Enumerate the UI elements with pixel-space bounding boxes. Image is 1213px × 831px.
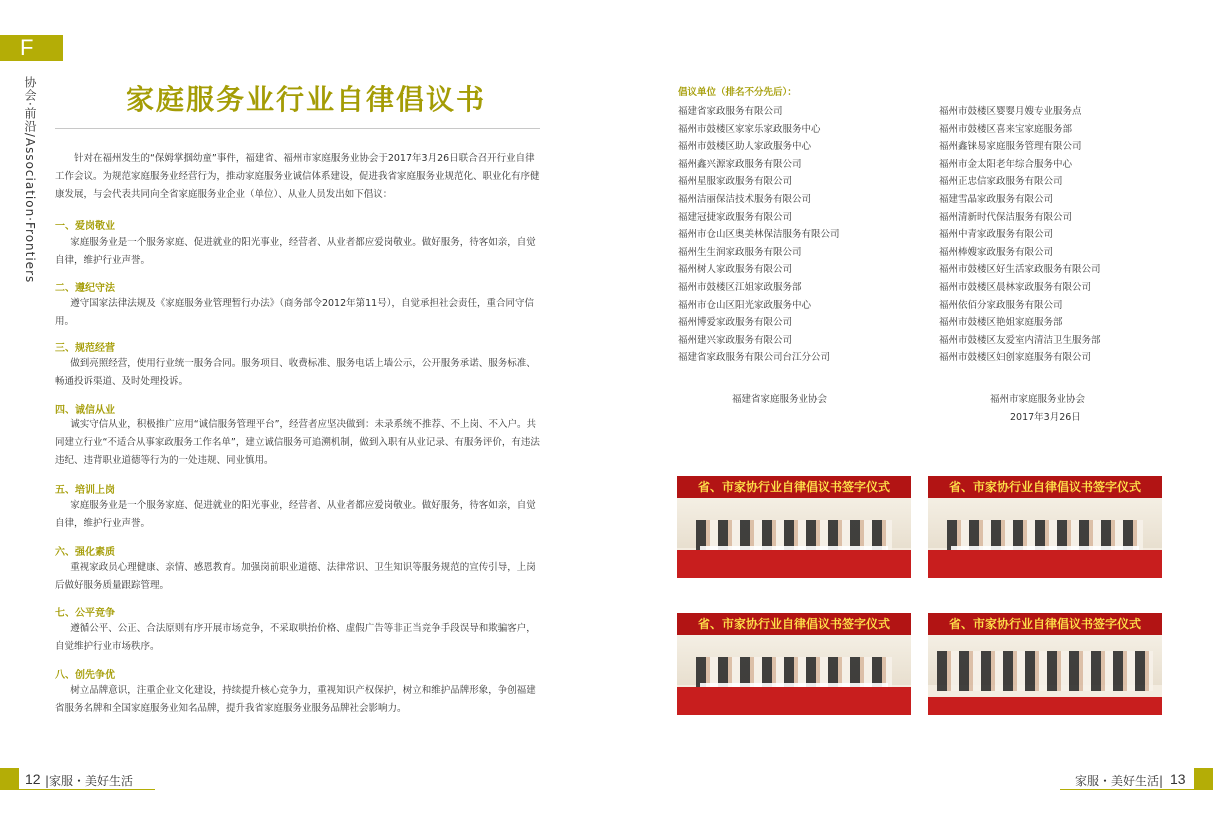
ceremony-banner: 省、市家协行业自律倡议书签字仪式 — [677, 613, 911, 635]
section-body: 遵循公平、公正、合法原则有序开展市场竞争，不采取哄抬价格、虚假广告等非正当竞争手段误导和欺骗客户，自觉维护行业市场秩序。 — [55, 623, 536, 652]
provincial-association-signature: 福建省家庭服务业协会 — [732, 394, 828, 405]
section-body: 遵守国家法律法规及《家庭服务业管理暂行办法》（商务部令2012年第11号），自觉承担社会责任，重合同守信用。 — [55, 298, 534, 327]
section-heading: 三、规范经营 — [55, 343, 115, 354]
ceremony-banner: 省、市家协行业自律倡议书签字仪式 — [928, 476, 1162, 498]
red-table — [677, 687, 911, 715]
signatory-item: 福州中青家政服务有限公司 — [939, 229, 1054, 241]
signatories-right-list — [939, 103, 1101, 367]
signatory-item: 福州市仓山区阳光家政服务中心 — [678, 299, 812, 311]
signatories-heading: 倡议单位（排名不分先后）： — [678, 87, 797, 98]
signatory-item: 福建冠捷家政服务有限公司 — [678, 211, 793, 223]
signatory-item: 福州星服家政服务有限公司 — [678, 176, 793, 188]
footer-rule-left — [0, 789, 155, 790]
signatory-item: 福州市鼓楼区好生活家政服务有限公司 — [939, 264, 1101, 276]
signatory-item: 福州棒嫂家政服务有限公司 — [939, 246, 1054, 258]
section-tab — [0, 35, 63, 61]
section-body: 做到亮照经营，使用行业统一服务合同。服务项目、收费标准、服务电话上墙公示，公开服务承诺、服务标准、畅通投诉渠道、及时处理投诉。 — [55, 358, 536, 387]
signatory-item: 福州市金太阳老年综合服务中心 — [939, 158, 1073, 170]
signing-ceremony-photo — [677, 476, 911, 578]
signing-ceremony-photo — [928, 476, 1162, 578]
section-heading: 一、爱岗敬业 — [55, 221, 115, 232]
group-photo — [928, 613, 1162, 715]
signatory-item: 福州依佰分家政服务有限公司 — [939, 299, 1063, 311]
section-heading: 八、创先争优 — [55, 670, 115, 681]
section-body: 重视家政员心理健康、亲情、感恩教育。加强岗前职业道德、法律常识、卫生知识等服务规范的宣传引导，上岗后做好服务质量跟踪管理。 — [55, 562, 536, 591]
attendees-group — [937, 651, 1152, 691]
signatory-item: 福州市鼓楼区江姐家政服务部 — [678, 281, 802, 293]
signatory-item: 福建雪晶家政服务有限公司 — [939, 193, 1054, 205]
footer-magazine-name-right: 家服・美好生活| — [1075, 774, 1164, 788]
signatory-item: 福州鑫兴源家政服务有限公司 — [678, 158, 802, 170]
title-divider — [55, 128, 540, 129]
section-heading: 七、公平竞争 — [55, 608, 115, 619]
ceremony-banner: 省、市家协行业自律倡议书签字仪式 — [677, 476, 911, 498]
section-letter: F — [20, 35, 34, 60]
article-intro: 针对在福州发生的“保姆掌掴幼童”事件，福建省、福州市家庭服务业协会于2017年3月26日联合召开行业自律工作会议。为规范家庭服务业经营行为，推动家庭服务业诚信体系建设，促进我省家庭服务业规范化、职业化有序健康发展，与会代表共同向全省家庭服务业企业（单位）、从业人员发出如下倡议： — [55, 153, 540, 200]
signatories-left-list — [678, 103, 840, 367]
signatory-item: 福州市鼓楼区家家乐家政服务中心 — [678, 123, 821, 135]
signing-ceremony-photo — [677, 613, 911, 715]
signatory-item: 福州博爱家政服务有限公司 — [678, 317, 793, 329]
signature-date: 2017年3月26日 — [1010, 412, 1081, 423]
city-association-signature: 福州市家庭服务业协会 — [990, 394, 1086, 405]
signatory-item: 福州市鼓楼区艳姐家庭服务部 — [939, 317, 1063, 329]
signatory-item: 福州生生润家政服务有限公司 — [678, 246, 802, 258]
signatory-item: 福建省家政服务有限公司台江分公司 — [678, 352, 831, 364]
footer-accent-left — [0, 768, 19, 790]
footer-accent-right — [1194, 768, 1213, 790]
section-side-label: 协会·前沿/Association·Frontiers — [23, 76, 37, 284]
page-number-left: 12 — [25, 771, 41, 787]
red-table — [928, 550, 1162, 578]
section-heading: 六、强化素质 — [55, 547, 115, 558]
signatory-item: 福州正忠信家政服务有限公司 — [939, 176, 1063, 188]
signatory-item: 福州鑫铼易家庭服务管理有限公司 — [939, 141, 1082, 153]
red-table — [677, 550, 911, 578]
signatory-item: 福州市鼓楼区婴婴月嫂专业服务点 — [939, 106, 1082, 117]
signatory-item: 福州洁丽保洁技术服务有限公司 — [678, 193, 812, 205]
section-heading: 二、遵纪守法 — [55, 283, 115, 294]
signatory-item: 福州市鼓楼区晨林家政服务有限公司 — [939, 281, 1092, 293]
page-number-right: 13 — [1170, 771, 1186, 787]
signatory-item: 福州市鼓楼区助人家政服务中心 — [678, 141, 812, 153]
section-body: 家庭服务业是一个服务家庭、促进就业的阳光事业，经营者、从业者都应爱岗敬业。做好服务，待客如亲，自觉自律，维护行业声誉。 — [55, 500, 536, 529]
section-body: 诚实守信从业，积极推广应用“诚信服务管理平台”，经营者应坚决做到：未录系统不推荐、不上岗、不入户。共同建立行业“不适合从事家政服务工作名单”，建立诚信服务可追溯机制，做到入职有从业记录、有服务评价，有违法违纪、违背职业道德等行为的一处违规、同业慎用。 — [55, 419, 540, 466]
footer-rule-right — [1060, 789, 1213, 790]
ceremony-banner: 省、市家协行业自律倡议书签字仪式 — [928, 613, 1162, 635]
signatory-item: 福州市鼓楼区友爱室内清洁卫生服务部 — [939, 334, 1101, 346]
section-body: 树立品牌意识，注重企业文化建设，持续提升核心竞争力，重视知识产权保护，树立和维护品牌形象，争创福建省服务名牌和全国家庭服务业知名品牌，提升我省家庭服务业服务品牌社会影响力。 — [55, 685, 536, 714]
signatory-item: 福州清新时代保洁服务有限公司 — [939, 211, 1073, 223]
signatory-item: 福建省家政服务有限公司 — [678, 106, 783, 117]
section-heading: 五、培训上岗 — [55, 485, 115, 496]
signatory-item: 福州市仓山区奥美林保洁服务有限公司 — [678, 229, 840, 241]
section-heading: 四、诚信从业 — [55, 405, 115, 416]
red-table — [928, 697, 1162, 715]
signatory-item: 福州建兴家政服务有限公司 — [678, 334, 793, 346]
footer-magazine-name-left: |家服・美好生活 — [45, 774, 134, 788]
signatory-item: 福州市鼓楼区妇创家庭服务有限公司 — [939, 352, 1092, 364]
article-title: 家庭服务业行业自律倡议书 — [126, 83, 487, 116]
signatory-item: 福州树人家政服务有限公司 — [678, 264, 793, 276]
signatory-item: 福州市鼓楼区喜来宝家庭服务部 — [939, 123, 1073, 135]
section-body: 家庭服务业是一个服务家庭、促进就业的阳光事业，经营者、从业者都应爱岗敬业。做好服务，待客如亲，自觉自律，维护行业声誉。 — [55, 237, 536, 266]
